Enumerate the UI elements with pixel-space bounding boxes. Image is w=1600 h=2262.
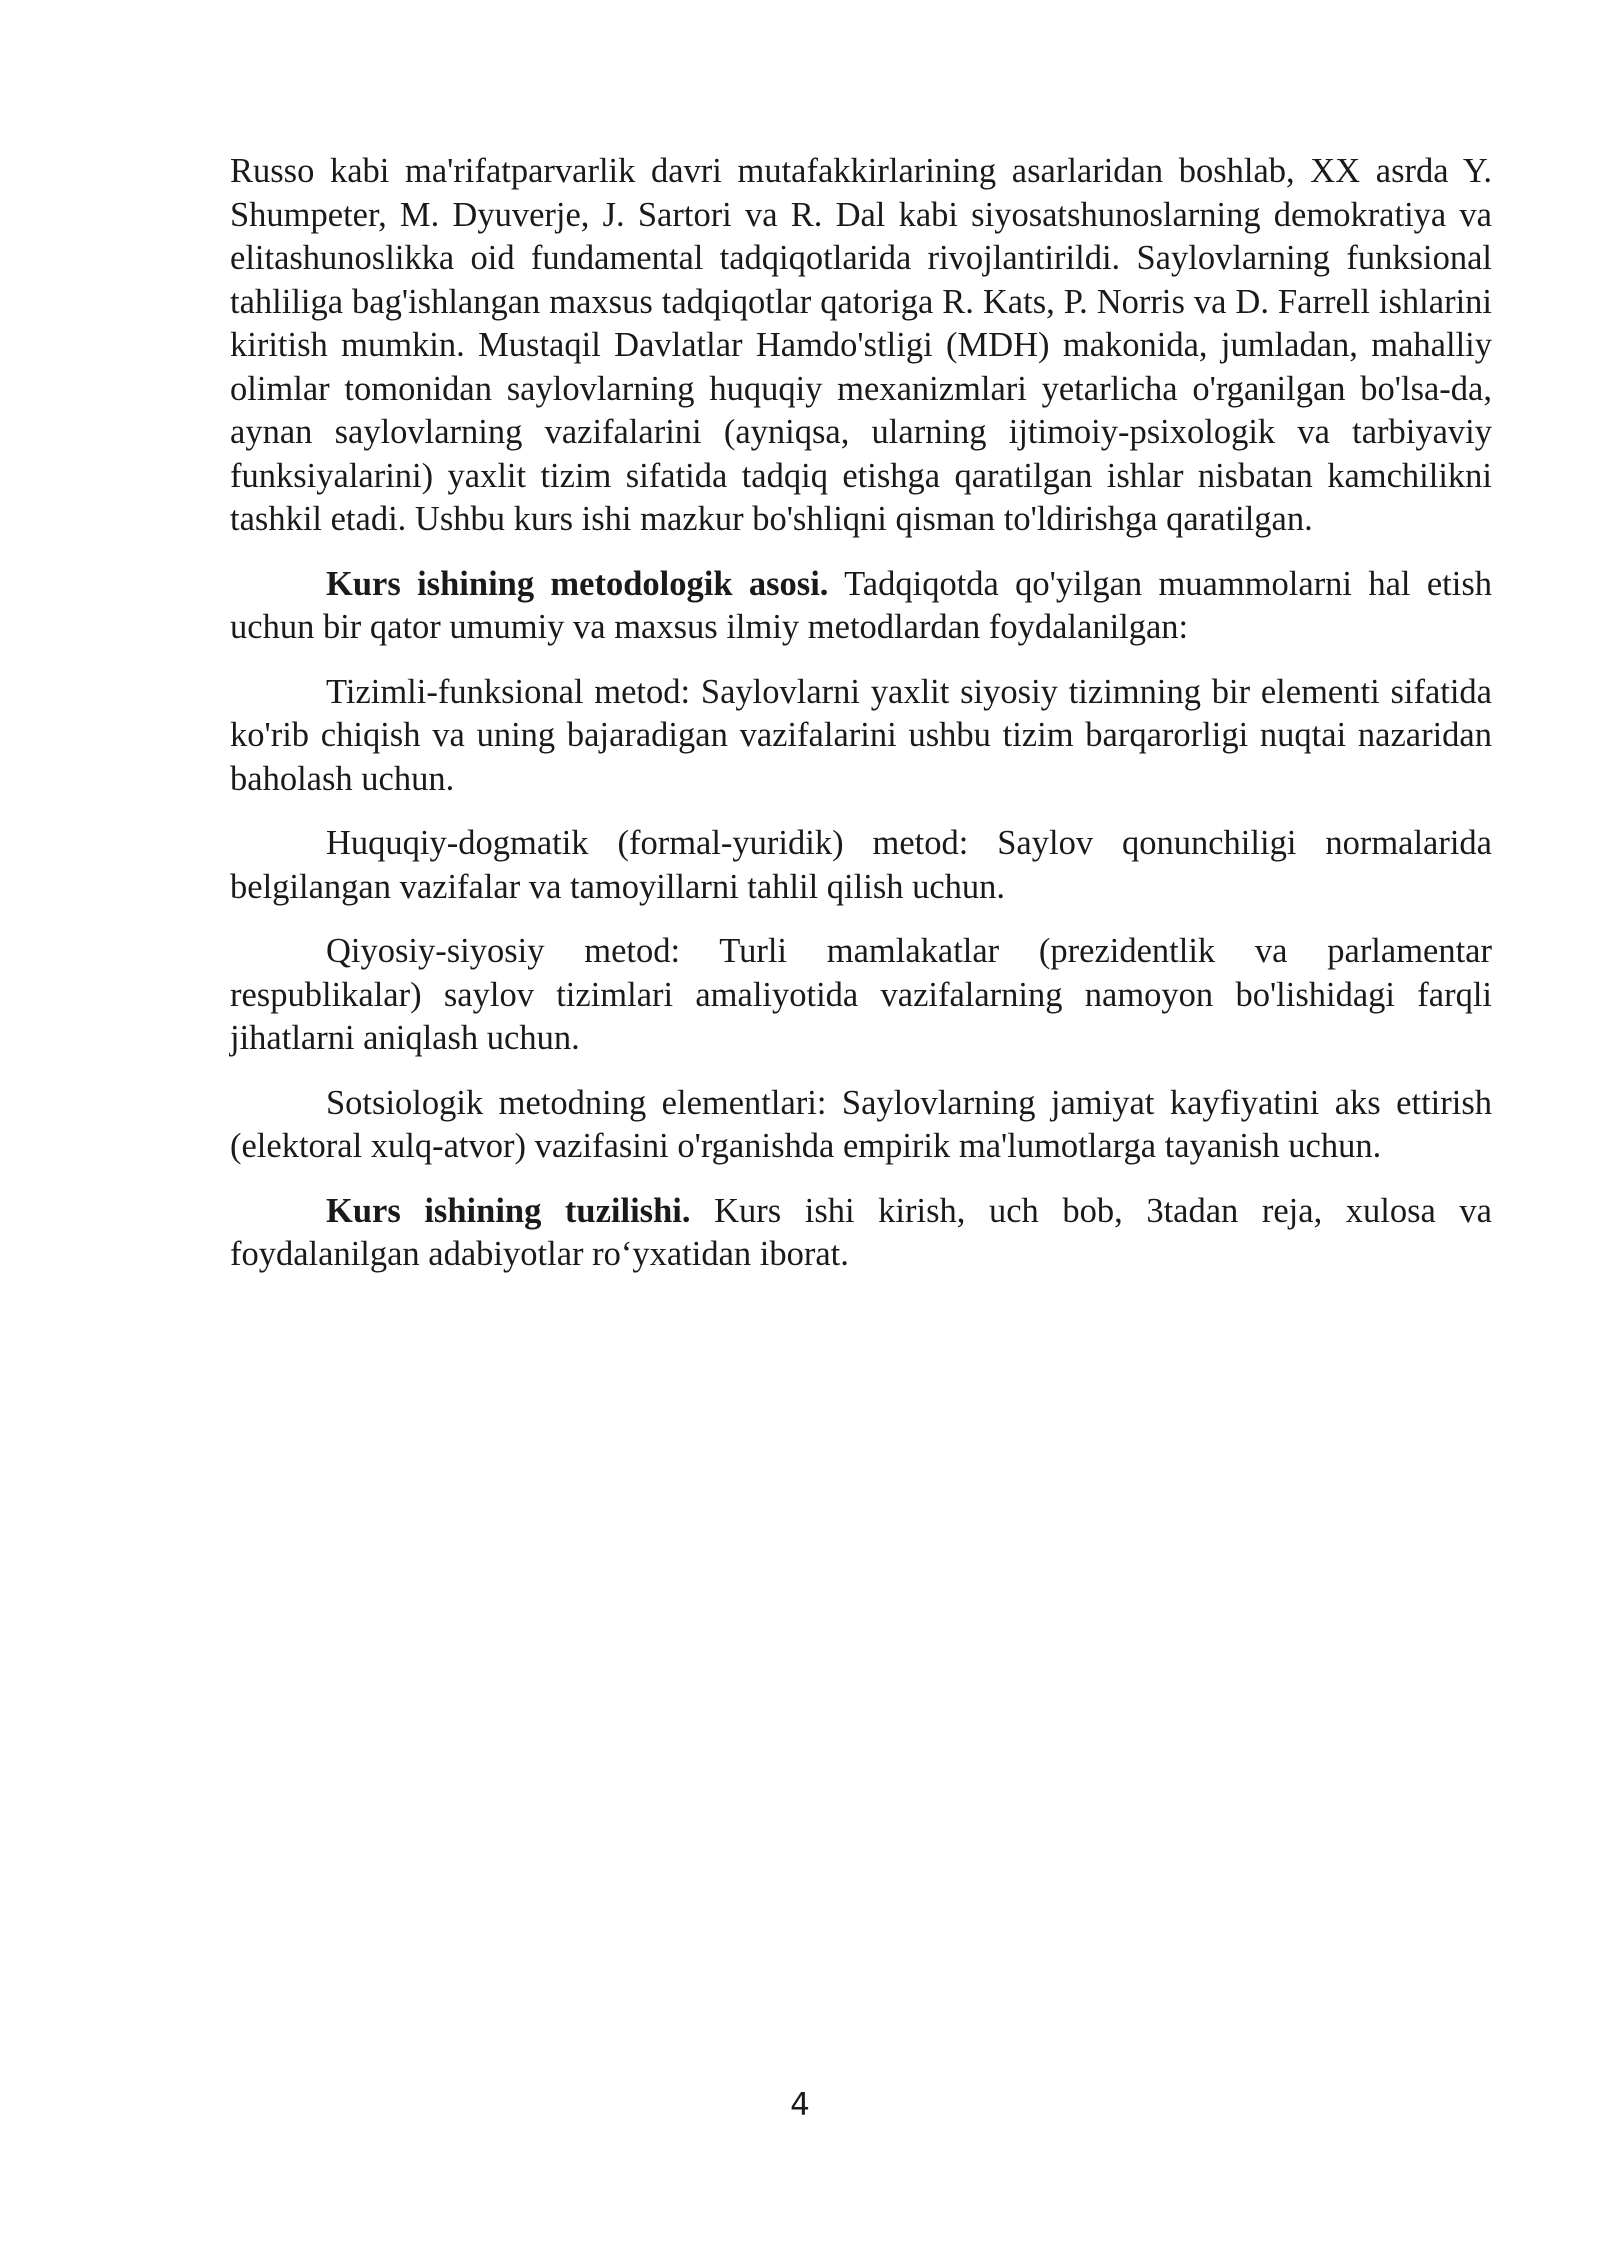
- paragraph-text: Tadqiqotda qo'yilgan muammolarni hal etish uchun bir qator umumiy va maxsus ilmiy metodlardan foydalanilgan:: [230, 564, 1492, 646]
- paragraph-text: Russo kabi ma'rifatparvarlik davri mutafakkirlarining asarlaridan boshlab, XX asrda Y. Shumpeter, M. Dyuverje, J. Sartori va R. Dal kabi siyosatshunoslarning demokratiya va elitashunoslikka oid fundamental tadqiqotlarida rivojlantirildi. Saylovlarning funksional tahliliga bag'ishlangan maxsus tadqiqotlar qatoriga R. Kats, P. Norris va D. Farrell ishlarini kiritish mumkin. Mustaqil Davlatlar Hamdo'stligi (MDH) makonida, jumladan, mahalliy olimlar tomonidan saylovlarning huquqiy mexanizmlari yetarlicha o'rganilgan bo'lsa-da, aynan saylovlarning vazifalarini (ayniqsa, ularning ijtimoiy-psixologik va tarbiyaviy funksiyalarini) yaxlit tizim sifatida tadqiq etishga qaratilgan ishlar nisbatan kamchilikni tashkil etadi. Ushbu kurs ishi mazkur bo'shliqni qisman to'ldirishga qaratilgan.: [230, 152, 1492, 538]
- paragraph-systemic-method: [230, 671, 1492, 802]
- paragraph-text: Qiyosiy-siyosiy metod: Turli mamlakatlar (prezidentlik va parlamentar respublikalar) saylov tizimlari amaliyotida vazifalarning namoyon bo'lishidagi farqli jihatlarni aniqlash uchun.: [230, 932, 1492, 1057]
- paragraph-intro-continuation: [230, 150, 1492, 542]
- paragraph-sociological-method: [230, 1082, 1492, 1169]
- paragraph-structure: [230, 1190, 1492, 1277]
- paragraph-heading: Kurs ishining metodologik asosi.: [326, 564, 829, 603]
- page-number: 4: [790, 2087, 810, 2123]
- paragraph-heading: Kurs ishining tuzilishi.: [326, 1191, 691, 1230]
- paragraph-text: Huquqiy-dogmatik (formal-yuridik) metod: Saylov qonunchiligi normalarida belgilangan vazifalar va tamoyillarni tahlil qilish uchun.: [230, 824, 1492, 906]
- paragraph-comparative-method: [230, 930, 1492, 1061]
- paragraph-legal-method: [230, 822, 1492, 909]
- paragraph-methodology: [230, 563, 1492, 650]
- page-body: [230, 150, 1492, 1298]
- paragraph-text: Sotsiologik metodning elementlari: Saylovlarning jamiyat kayfiyatini aks ettirish (elektoral xulq-atvor) vazifasini o'rganishda empirik ma'lumotlarga tayanish uchun.: [230, 1083, 1492, 1165]
- paragraph-text: Kurs ishi kirish, uch bob, 3tadan reja, xulosa va foydalanilgan adabiyotlar ro‘yxatidan iborat.: [230, 1191, 1493, 1273]
- paragraph-text: Tizimli-funksional metod: Saylovlarni yaxlit siyosiy tizimning bir elementi sifatida ko'rib chiqish va uning bajaradigan vazifalarini ushbu tizim barqarorligi nuqtai nazaridan baholash uchun.: [230, 672, 1492, 798]
